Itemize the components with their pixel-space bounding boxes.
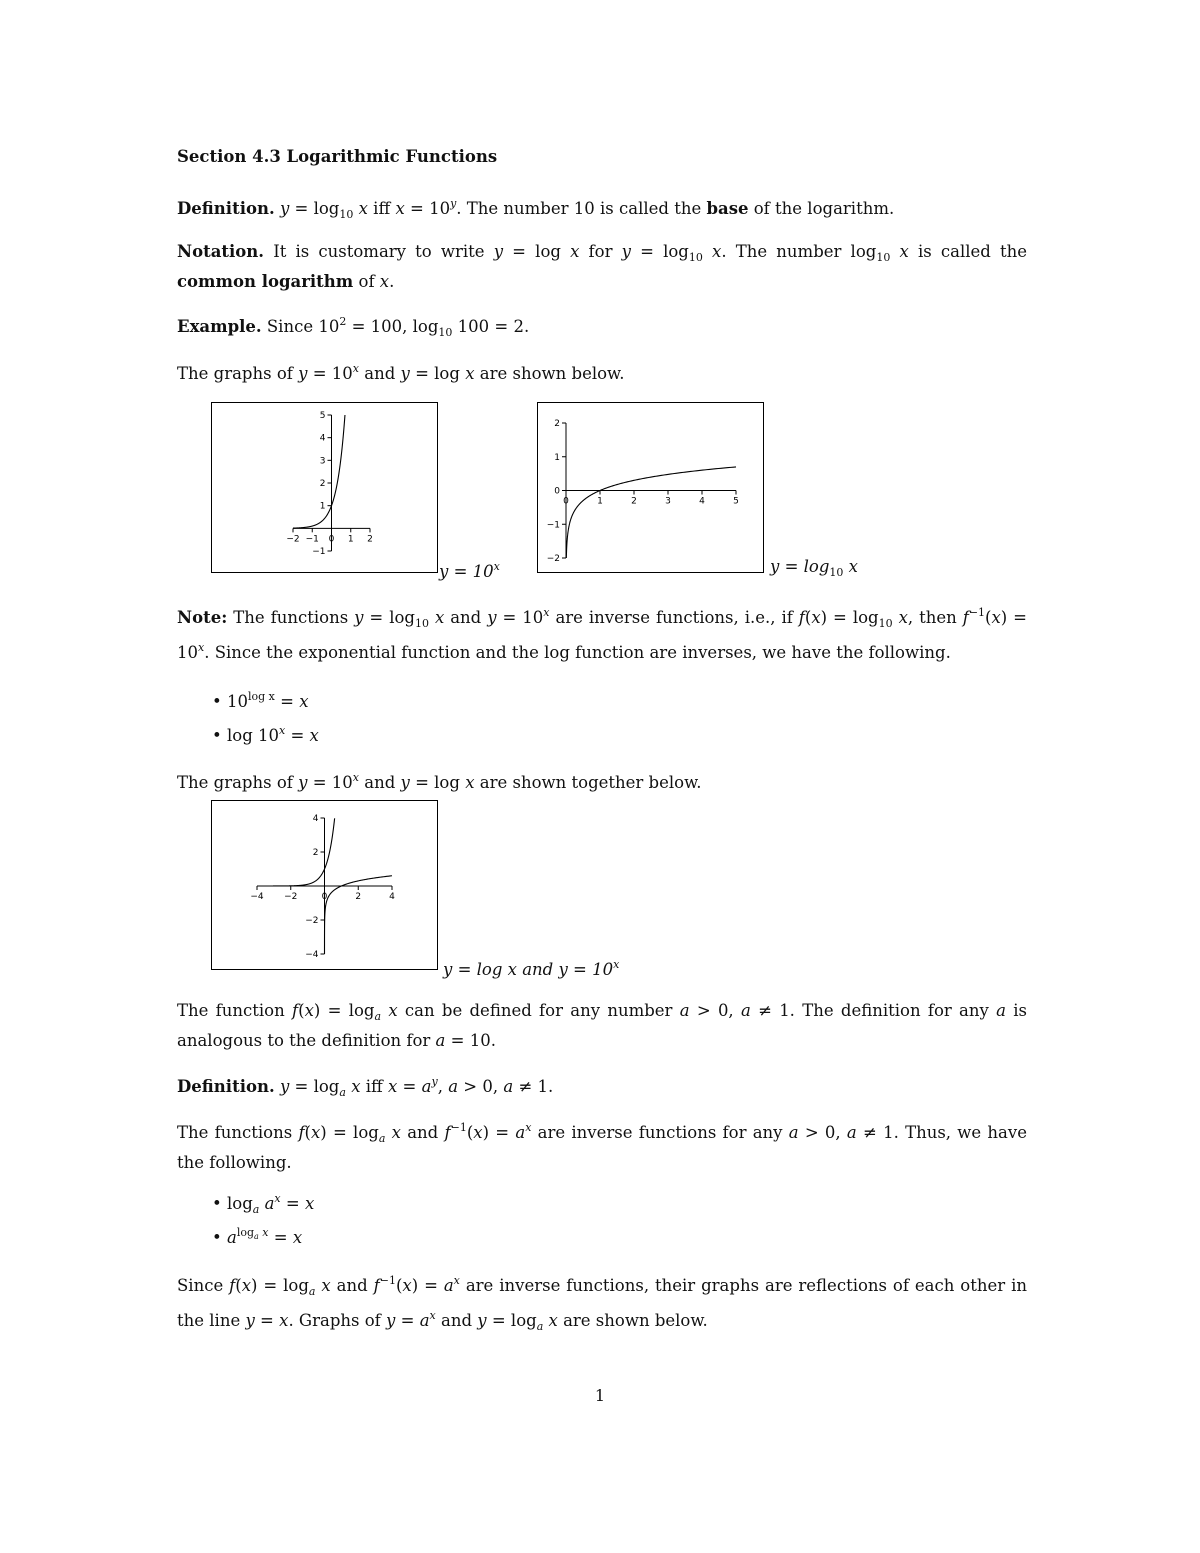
y-tick-label: −1 (546, 520, 560, 531)
list-item: • $10^{log x} = x$ (212, 690, 309, 711)
y-tick-label: 4 (319, 433, 326, 444)
y-tick-label: 1 (319, 501, 326, 512)
x-tick-label: 3 (665, 496, 671, 507)
x-tick-label: 2 (355, 892, 362, 902)
x-tick-label: −2 (286, 534, 300, 545)
y-tick-label: 2 (554, 419, 560, 429)
reflection-paragraph: Since $f(x) = \log_a x$ and $f^{-1}(x) = a^x$ are inverse functions, their graphs are reflections of each other in the line y = x. Graphs of $y = a^x$ and $y = \log_a x$ are shown below. (177, 1274, 1027, 1333)
x-tick-label: 5 (733, 496, 739, 507)
x-tick-label: −4 (250, 892, 264, 902)
graphs-together-intro: The graphs of $y = 10^x$ and y = log x are shown together below. (177, 771, 702, 792)
y-tick-label: −2 (305, 916, 319, 926)
x-tick-label: 4 (699, 496, 705, 507)
y-tick-label: 2 (312, 848, 319, 858)
definition-base10: Definition. $y = \log_{10} x$ iff $x = 10^y$. The number 10 is called the base of the logarithm. (177, 197, 895, 221)
y-tick-label: 3 (319, 456, 326, 467)
graph-combined (211, 800, 438, 970)
x-tick-label: 4 (389, 892, 395, 902)
caption-combined: y = log x and $y = 10^x$ (443, 958, 620, 979)
y-tick-label: 1 (554, 452, 560, 463)
x-tick-label: 2 (631, 496, 637, 507)
graph-combined-plot (212, 801, 439, 971)
example-paragraph: Example. Since $10^2 = 100$, $\log_{10} 100 = 2$. (177, 315, 530, 339)
section-heading: Section 4.3 Logarithmic Functions (177, 147, 498, 166)
graph-exponential-plot (212, 403, 439, 574)
x-tick-label: 1 (347, 534, 354, 545)
y-tick-label: 4 (312, 814, 319, 824)
general-base-paragraph: The function $f(x) = \log_a x$ can be defined for any number a > 0, a ≠ 1. The definition for any a is analogous to the definition for a = 10. (177, 1001, 1027, 1050)
x-tick-label: 1 (597, 496, 603, 507)
list-item: • $a^{loga}$ $^x$ = x (212, 1226, 303, 1247)
note-paragraph: Note: The functions $y = \log_{10} x$ and $y = 10^x$ are inverse functions, i.e., if $f(x) = \log_{10} x$, then $f^{-1}(x) = 10^x$. Since the exponential function and the log function are inverses, we have the following. (177, 606, 1028, 662)
definition-general: Definition. $y = \log_a x$ iff $x = a^y$, a > 0, a ≠ 1. (177, 1075, 554, 1099)
list-item: • $\log 10^x = x$ (212, 724, 319, 745)
y-tick-label: −4 (305, 950, 319, 960)
x-tick-label: 0 (328, 534, 335, 545)
graph-logarithm (537, 402, 764, 573)
x-tick-label: −1 (305, 534, 319, 545)
y-tick-label: 5 (319, 411, 326, 421)
list-item: • $\log_a a^x = x$ (212, 1192, 315, 1216)
notation-paragraph: Notation. It is customary to write y = log x for $y = \log_{10} x$. The number $\log_{10} x$ is called the common logarithm of x. (177, 242, 1027, 291)
graph-exponential (211, 402, 438, 573)
graphs-intro: The graphs of $y = 10^x$ and y = log x are shown below. (177, 362, 625, 383)
inverse-paragraph: The functions $f(x) = \log_a x$ and $f^{-1}(x) = a^x$ are inverse functions for any a > 0, a ≠ 1. Thus, we have the following. (177, 1121, 1027, 1172)
y-tick-label: −2 (546, 554, 560, 564)
y-tick-label: −1 (312, 547, 326, 557)
x-tick-label: 0 (563, 496, 569, 507)
caption-exponential: $y = 10^x$ (439, 560, 500, 581)
x-tick-label: 2 (367, 534, 373, 545)
page-number: 1 (594, 1386, 606, 1405)
logarithm-curve (566, 467, 736, 558)
y-tick-label: 0 (554, 486, 560, 497)
graph-logarithm-plot (538, 403, 765, 574)
y-tick-label: 2 (319, 479, 326, 489)
x-tick-label: −2 (284, 892, 298, 902)
x-tick-label: 0 (321, 892, 328, 902)
caption-logarithm: $y = \log_{10} x$ (770, 557, 858, 579)
